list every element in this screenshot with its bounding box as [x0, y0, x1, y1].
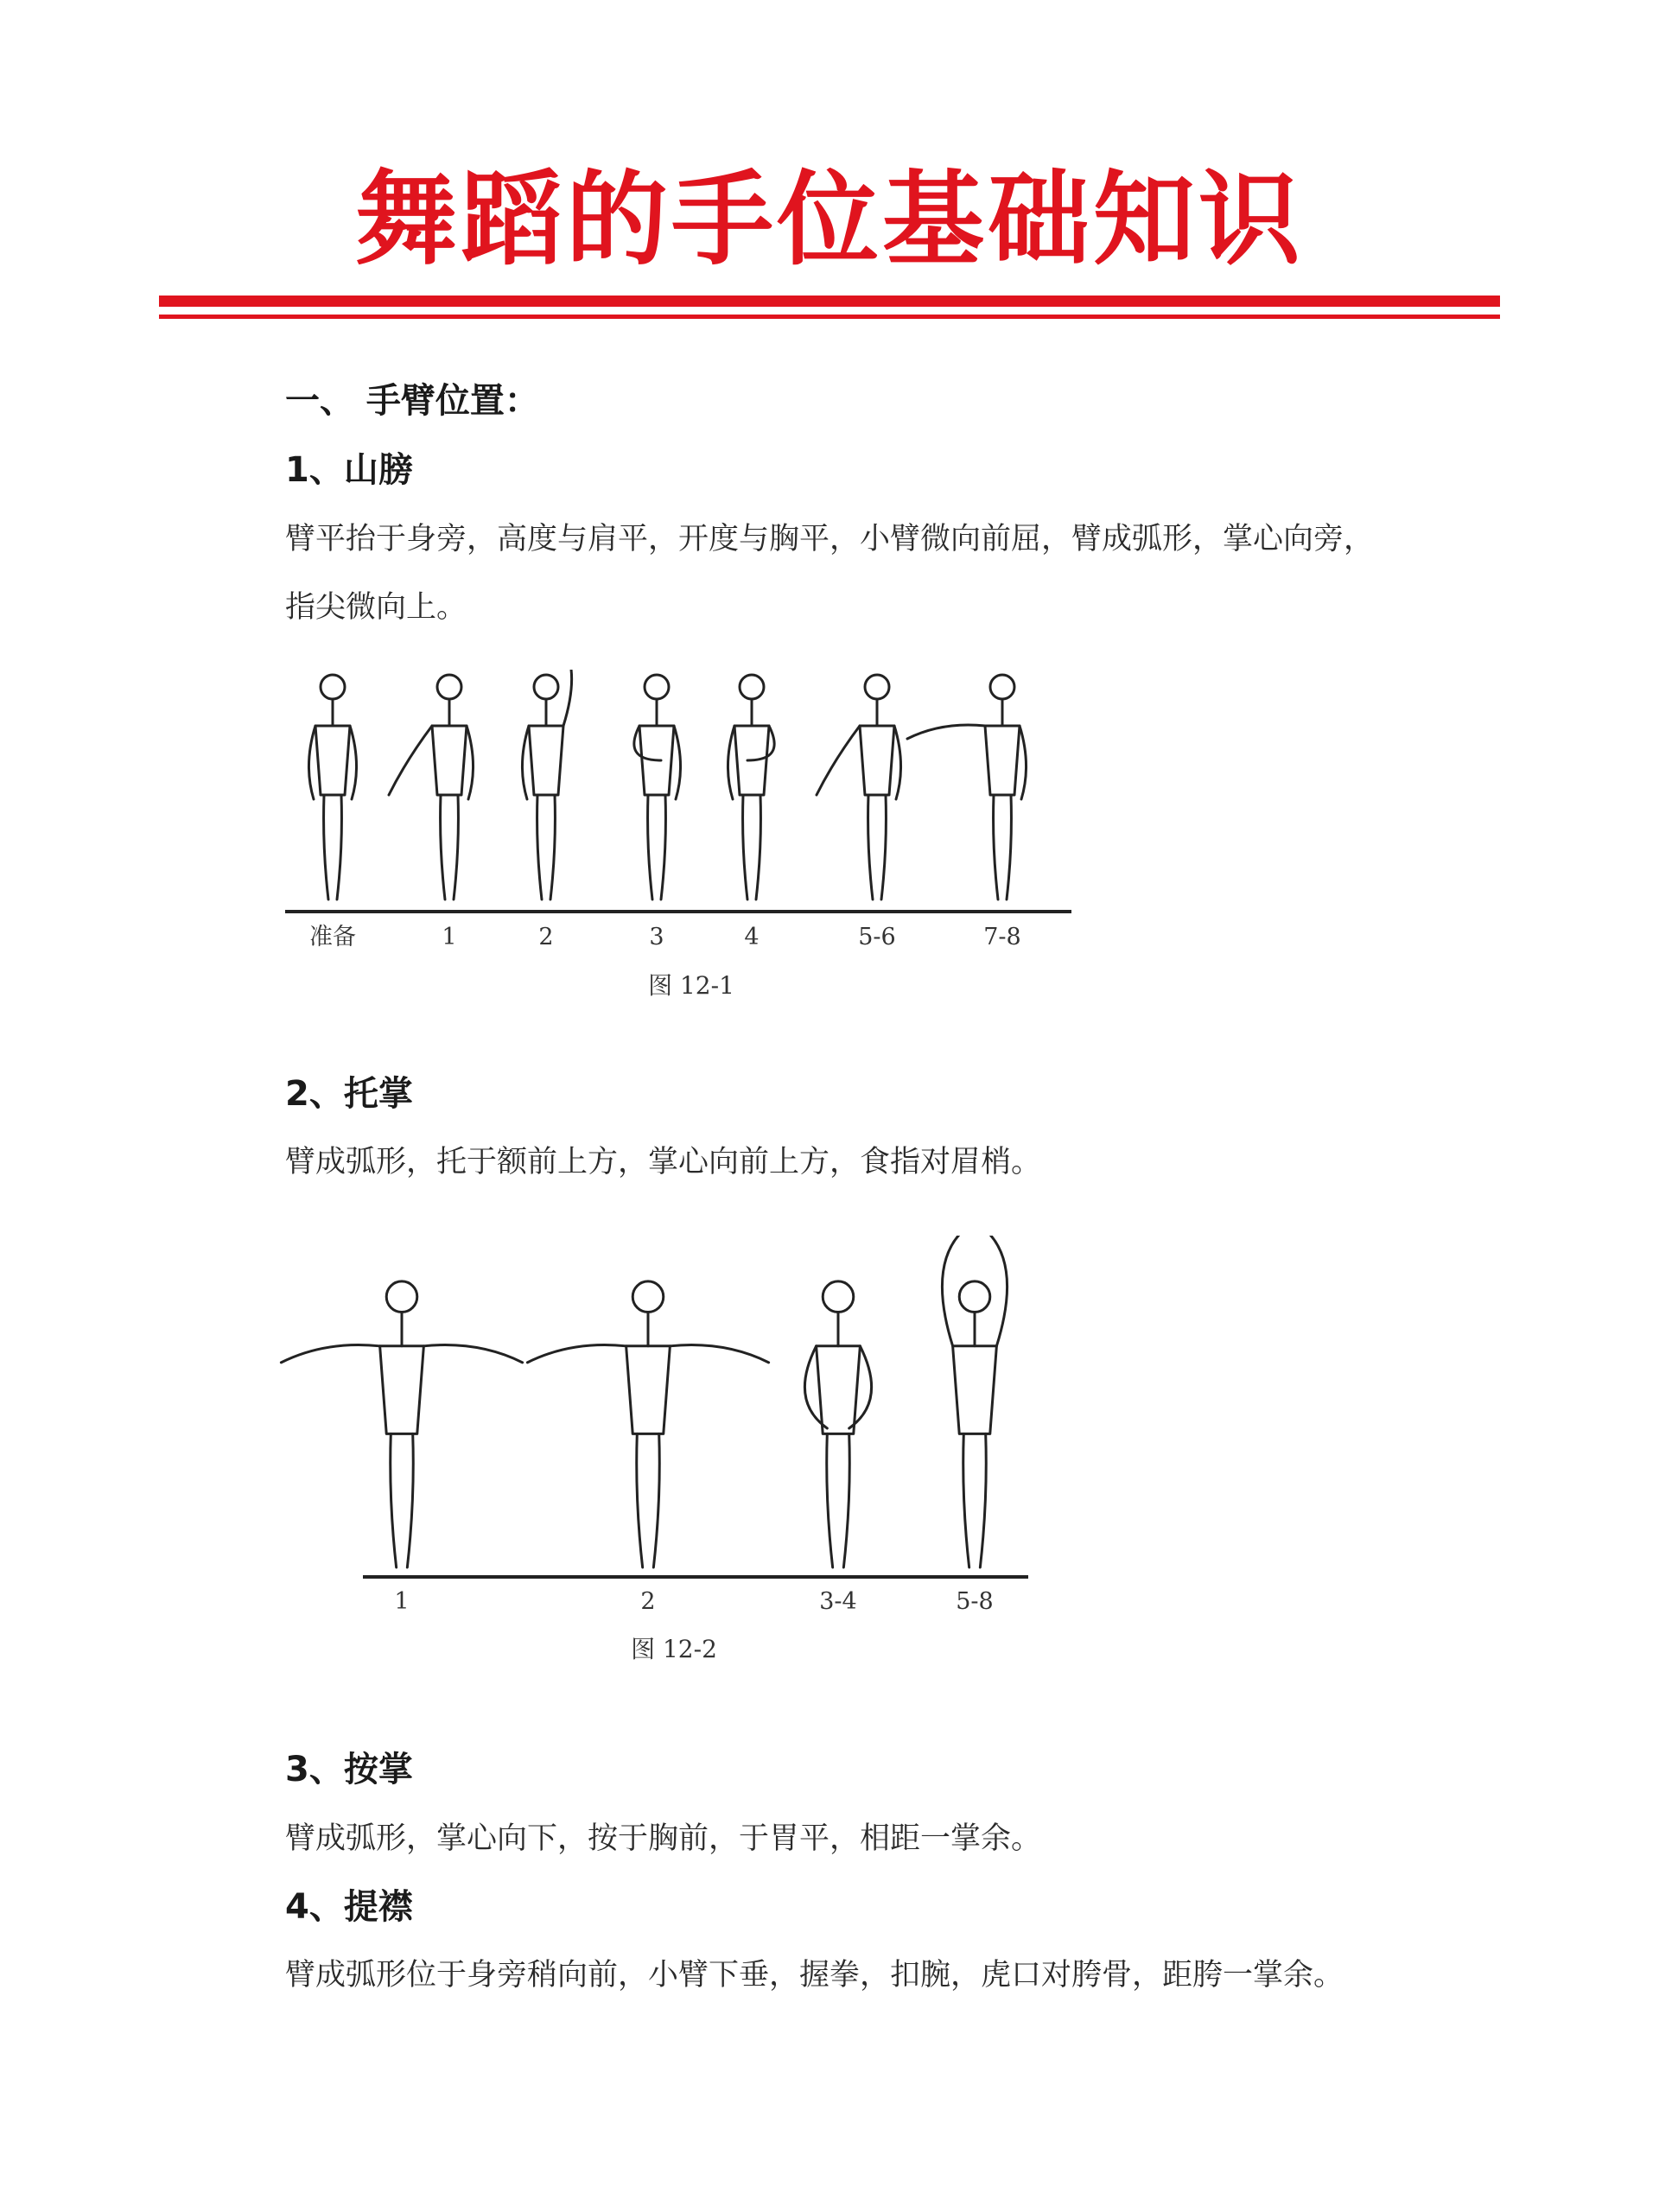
title-underline-thick — [159, 296, 1500, 307]
section-heading-arm-positions: 一、 手臂位置： — [285, 381, 539, 421]
dancer-figure — [281, 1281, 522, 1567]
figure-12-1-label: 1 — [442, 924, 457, 950]
figure-12-2-illustration — [281, 1236, 1028, 1577]
dancer-figure — [389, 675, 474, 899]
page-title: 舞蹈的手位基础知识 — [354, 160, 1304, 279]
dancer-figure — [817, 675, 901, 899]
figure-12-2-label: 5-8 — [956, 1588, 994, 1615]
dancer-figure — [308, 675, 356, 899]
figure-12-1 — [276, 670, 1097, 1015]
figure-12-1-label: 2 — [538, 924, 554, 950]
dancer-figure — [942, 1236, 1007, 1567]
dancer-figure — [907, 675, 1027, 899]
dancer-figure — [527, 1281, 768, 1567]
figure-12-2-caption: 图 12-2 — [631, 1635, 717, 1663]
figure-12-1-illustration — [285, 670, 1071, 912]
item-heading-tijin: 4、提襟 — [285, 1887, 413, 1927]
item-text-anzhang: 臂成弧形，掌心向下，按于胸前，于胃平，相距一掌余。 — [285, 1821, 1042, 1856]
figure-12-1-caption: 图 12-1 — [648, 971, 734, 1000]
item-text-tijin: 臂成弧形位于身旁稍向前，小臂下垂，握拳，扣腕，虎口对胯骨，距胯一掌余。 — [285, 1958, 1344, 1993]
item-text-shanbang-line2: 指尖微向上。 — [285, 590, 467, 625]
item-text-tuozhang: 臂成弧形，托于额前上方，掌心向前上方，食指对眉梢。 — [285, 1145, 1042, 1179]
figure-12-1-label: 7-8 — [983, 924, 1021, 950]
item-heading-anzhang: 3、按掌 — [285, 1750, 413, 1789]
item-text-shanbang-line1: 臂平抬于身旁，高度与肩平，开度与胸平，小臂微向前屈，臂成弧形，掌心向旁， — [285, 522, 1375, 556]
figure-12-2-label: 3-4 — [819, 1588, 857, 1615]
figure-12-2-label: 2 — [640, 1588, 656, 1615]
dancer-figure — [634, 675, 681, 899]
item-heading-shanbang: 1、山膀 — [285, 450, 413, 490]
dancer-figure — [804, 1281, 871, 1567]
figure-12-1-label: 准备 — [309, 924, 356, 950]
title-underline-thin — [159, 315, 1500, 319]
dancer-figure — [522, 670, 571, 899]
figure-12-2 — [276, 1236, 1054, 1668]
figure-12-1-label: 3 — [649, 924, 664, 950]
dancer-figure — [728, 675, 774, 899]
figure-12-1-label: 4 — [744, 924, 760, 950]
figure-12-1-label: 5-6 — [858, 924, 896, 950]
item-heading-tuozhang: 2、托掌 — [285, 1074, 413, 1114]
figure-12-2-label: 1 — [394, 1588, 410, 1615]
